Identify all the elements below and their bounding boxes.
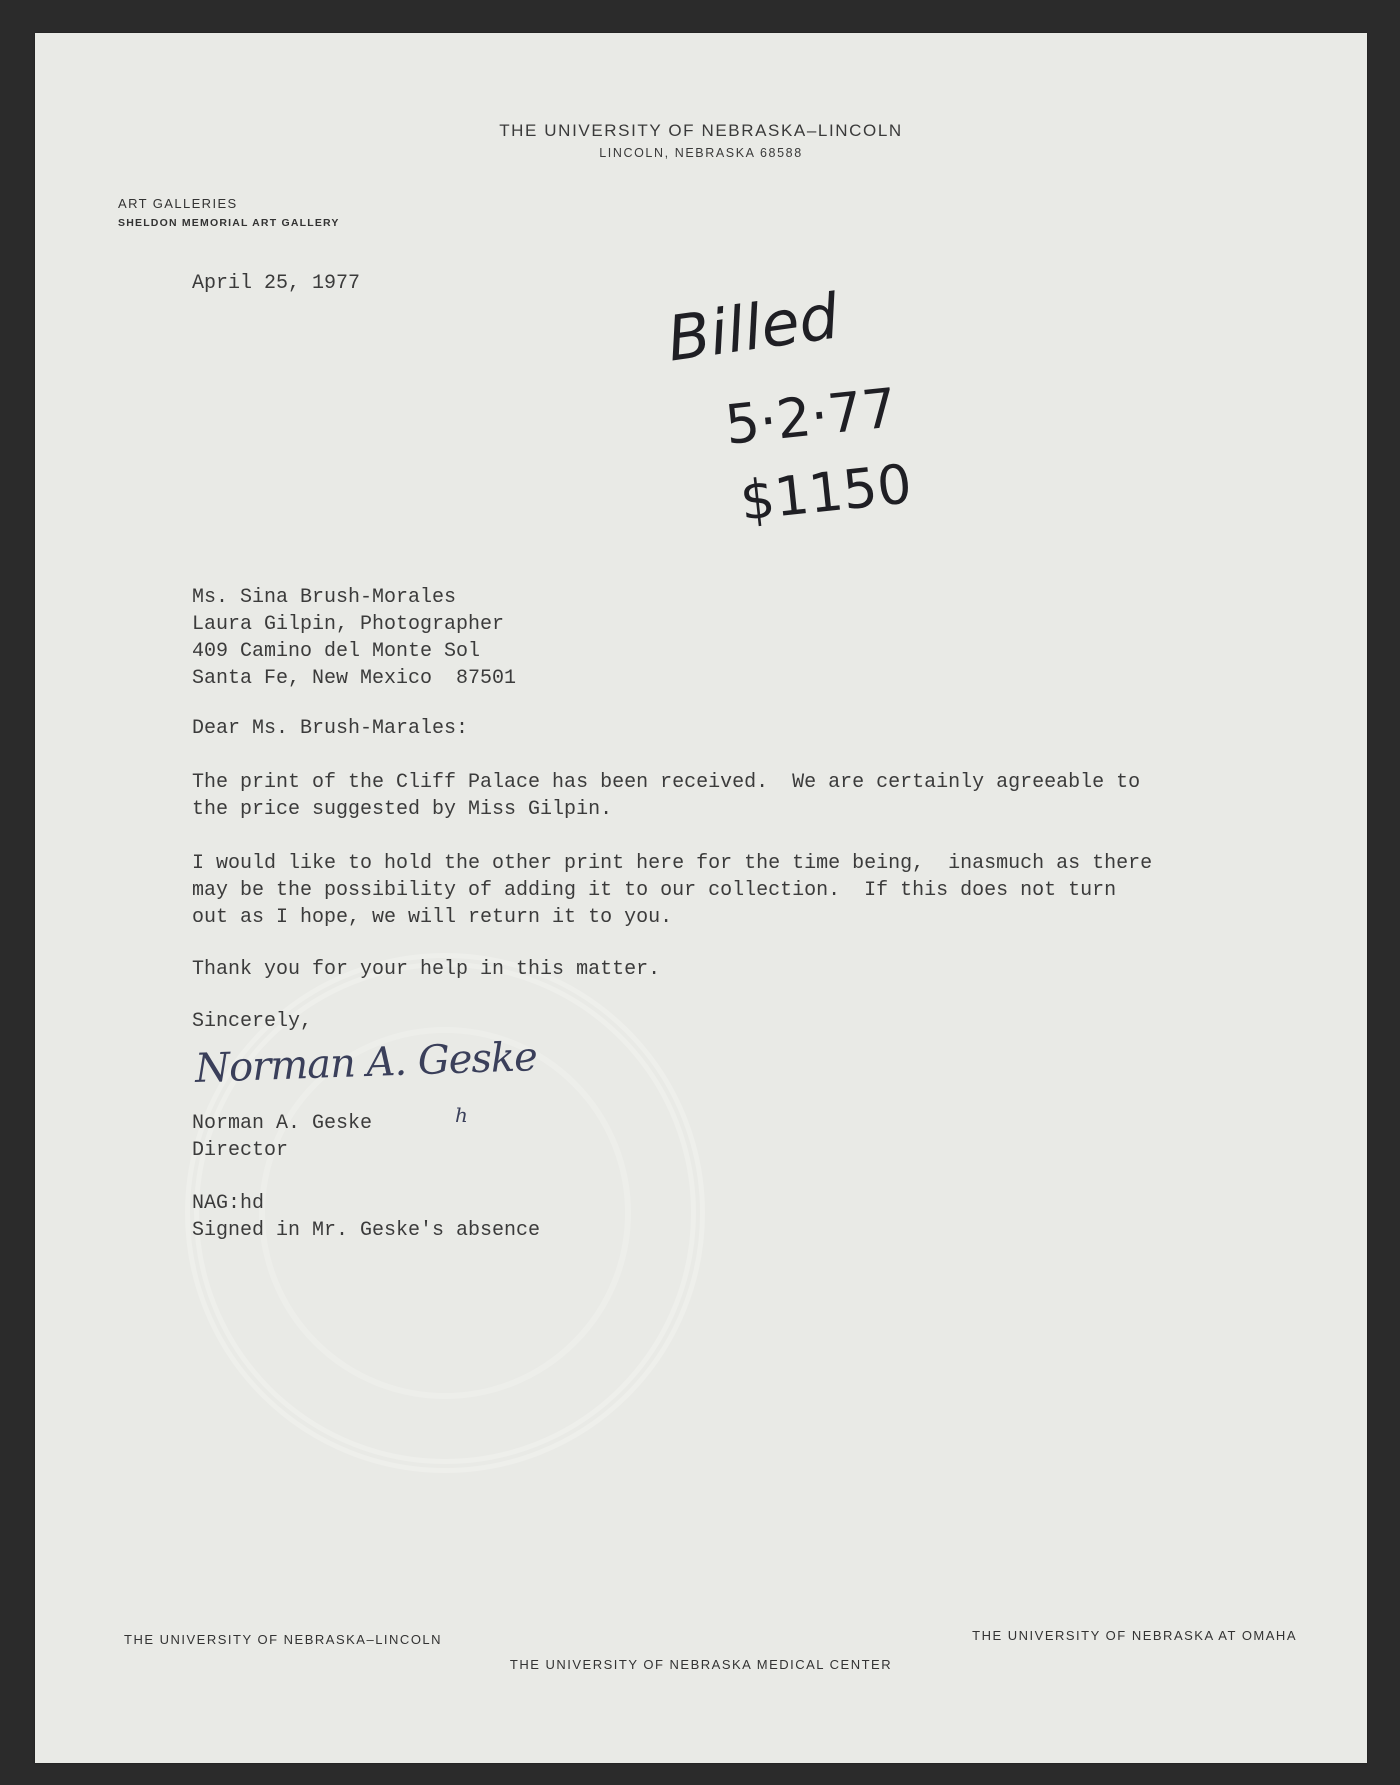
reference-initials: NAG:hd — [192, 1192, 265, 1215]
body-paragraph-1-line-1: The print of the Cliff Palace has been received. We are certainly agreeable to — [192, 771, 1141, 794]
recipient-name: Ms. Sina Brush-Morales — [192, 586, 457, 609]
signer-title: Director — [192, 1139, 289, 1162]
body-paragraph-1-line-2: the price suggested by Miss Gilpin. — [192, 798, 613, 821]
closing: Sincerely, — [192, 1010, 313, 1033]
letter-date: April 25, 1977 — [192, 272, 361, 295]
body-paragraph-2-line-3: out as I hope, we will return it to you. — [192, 906, 673, 929]
recipient-company: Laura Gilpin, Photographer — [192, 613, 505, 636]
signed-absence-note: Signed in Mr. Geske's absence — [192, 1219, 541, 1242]
footer-right: THE UNIVERSITY OF NEBRASKA AT OMAHA — [972, 1628, 1297, 1643]
body-paragraph-3: Thank you for your help in this matter. — [192, 958, 661, 981]
footer-center: THE UNIVERSITY OF NEBRASKA MEDICAL CENTER — [509, 1657, 893, 1672]
letterhead-address: LINCOLN, NEBRASKA 68588 — [599, 146, 803, 160]
signer-name: Norman A. Geske — [192, 1112, 373, 1135]
handwritten-signature: Norman A. Geske — [194, 1034, 538, 1092]
letterhead-department: ART GALLERIES — [118, 196, 238, 211]
handwritten-amount: $1150 — [737, 452, 915, 533]
handwritten-billed: Billed — [662, 279, 843, 376]
recipient-city: Santa Fe, New Mexico 87501 — [192, 667, 517, 690]
signature-initial: h — [455, 1103, 468, 1127]
letterhead-title: THE UNIVERSITY OF NEBRASKA–LINCOLN — [499, 121, 903, 140]
salutation: Dear Ms. Brush-Marales: — [192, 717, 469, 740]
recipient-street: 409 Camino del Monte Sol — [192, 640, 481, 663]
body-paragraph-2-line-2: may be the possibility of adding it to our collection. If this does not turn — [192, 879, 1117, 902]
letterhead-gallery: SHELDON MEMORIAL ART GALLERY — [118, 217, 340, 229]
footer-left: THE UNIVERSITY OF NEBRASKA–LINCOLN — [124, 1632, 443, 1647]
handwritten-date: 5·2·77 — [722, 376, 900, 457]
letter-sheet — [35, 33, 1367, 1763]
body-paragraph-2-line-1: I would like to hold the other print here for the time being, inasmuch as there — [192, 852, 1153, 875]
